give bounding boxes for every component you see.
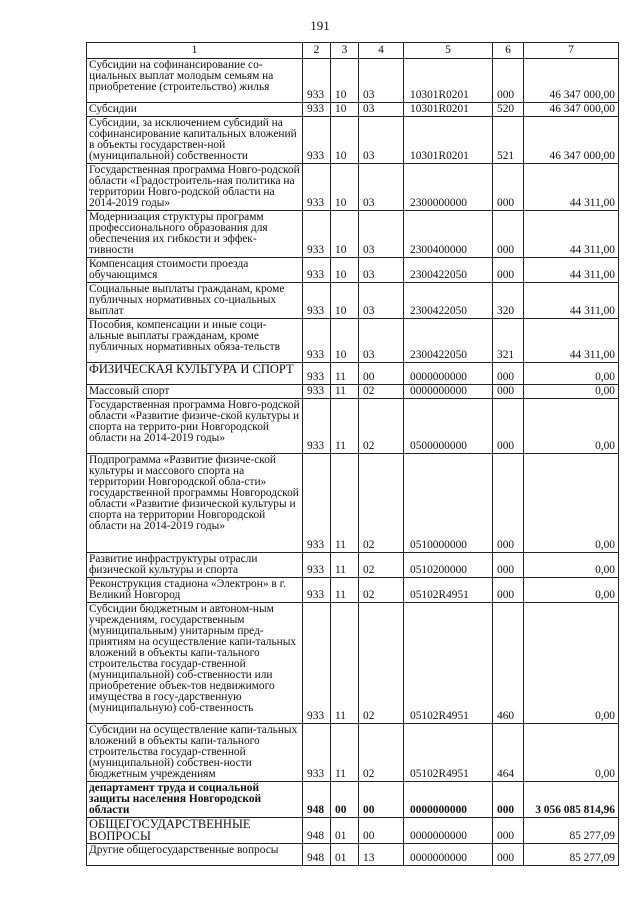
row-expense-type-cell: 520 [493,103,524,117]
table-row [87,103,619,117]
row-expense-type-cell: 000 [493,385,524,399]
row-subsection-cell: 03 [359,283,404,319]
row-target-article-cell: 10301R0201 [404,103,493,117]
row-subsection-cell: 03 [359,211,404,258]
table-row [87,603,619,724]
row-expense-type-cell: 000 [493,782,524,818]
row-grbs-cell: 933 [303,553,331,578]
row-grbs-cell: 933 [303,117,331,164]
row-expense-type-cell: 000 [493,164,524,211]
row-section-cell: 00 [331,782,359,818]
row-subsection-cell: 00 [359,782,404,818]
page-number: 191 [310,18,330,33]
row-name-cell: Социальные выплаты гражданам, кроме публичных нормативных со-циальных выплат [87,283,303,319]
row-expense-type-cell: 000 [493,258,524,283]
row-grbs-cell: 933 [303,399,331,454]
row-grbs-cell: 933 [303,258,331,283]
row-section-cell: 11 [331,385,359,399]
row-sum-cell: 44 311,00 [524,164,619,211]
row-target-article-cell: 0000000000 [404,363,493,385]
table-row [87,164,619,211]
column-header-5: 5 [404,43,493,59]
row-section-cell: 10 [331,319,359,363]
row-name-cell: ФИЗИЧЕСКАЯ КУЛЬТУРА И СПОРТ [87,363,303,385]
row-section-cell: 01 [331,818,359,844]
row-sum-cell: 0,00 [524,454,619,553]
row-sum-cell: 46 347 000,00 [524,117,619,164]
row-subsection-cell: 03 [359,258,404,283]
row-sum-cell: 0,00 [524,724,619,782]
row-grbs-cell: 933 [303,724,331,782]
row-subsection-cell: 03 [359,117,404,164]
row-expense-type-cell: 521 [493,117,524,164]
budget-table [86,42,619,866]
row-name-cell: Подпрограмма «Развитие физиче-ской культуры и массового спорта на территории Новгородской обла-сти» государственной программы Новгородской области «Развитие физической культуры и спорта на территории Новгородской области на 2014-2019 годы» [87,454,303,553]
row-target-article-cell: 05102R4951 [404,578,493,603]
row-sum-cell: 0,00 [524,399,619,454]
column-header-1: 1 [87,43,303,59]
row-target-article-cell: 2300422050 [404,319,493,363]
row-name-cell: Государственная программа Новго-родской области «Развитие физиче-ской культуры и спорта на террито-рии Новгородской области на 2014-2019 годы» [87,399,303,454]
row-target-article-cell: 2300422050 [404,283,493,319]
row-subsection-cell: 02 [359,553,404,578]
row-sum-cell: 3 056 085 814,96 [524,782,619,818]
row-section-cell: 10 [331,59,359,103]
row-target-article-cell: 0000000000 [404,818,493,844]
row-name-cell: Пособия, компенсации и иные соци-альные выплаты гражданам, кроме публичных нормативных обяза-тельств [87,319,303,363]
row-expense-type-cell: 464 [493,724,524,782]
column-header-3: 3 [331,43,359,59]
row-section-cell: 11 [331,578,359,603]
row-section-cell: 10 [331,117,359,164]
row-subsection-cell: 03 [359,59,404,103]
table-row [87,818,619,844]
row-subsection-cell: 00 [359,818,404,844]
row-grbs-cell: 933 [303,385,331,399]
row-target-article-cell: 10301R0201 [404,59,493,103]
row-sum-cell: 46 347 000,00 [524,103,619,117]
row-target-article-cell: 2300422050 [404,258,493,283]
row-section-cell: 11 [331,363,359,385]
row-name-cell: Другие общегосударственные вопросы [87,844,303,866]
row-sum-cell: 0,00 [524,603,619,724]
row-target-article-cell: 05102R4951 [404,724,493,782]
row-name-cell: Компенсация стоимости проезда обучающимся [87,258,303,283]
table-row [87,553,619,578]
budget-table-body [87,43,619,866]
row-name-cell: Массовый спорт [87,385,303,399]
row-target-article-cell: 0000000000 [404,782,493,818]
row-name-cell: Государственная программа Новго-родской области «Градостроитель-ная политика на территории Новго-родской области на 2014-2019 годы» [87,164,303,211]
table-row [87,844,619,866]
column-header-4: 4 [359,43,404,59]
row-expense-type-cell: 000 [493,454,524,553]
row-expense-type-cell: 460 [493,603,524,724]
row-grbs-cell: 948 [303,782,331,818]
row-section-cell: 10 [331,283,359,319]
table-row [87,117,619,164]
table-row [87,258,619,283]
row-target-article-cell: 0510200000 [404,553,493,578]
row-subsection-cell: 13 [359,844,404,866]
row-name-cell: Субсидии на софинансирование со-циальных выплат молодым семьям на приобретение (строительство) жилья [87,59,303,103]
row-sum-cell: 0,00 [524,578,619,603]
row-sum-cell: 44 311,00 [524,283,619,319]
row-name-cell: департамент труда и социальной защиты населения Новгородской области [87,782,303,818]
row-sum-cell: 85 277,09 [524,818,619,844]
row-grbs-cell: 933 [303,103,331,117]
row-section-cell: 10 [331,164,359,211]
row-subsection-cell: 02 [359,603,404,724]
row-expense-type-cell: 321 [493,319,524,363]
row-expense-type-cell: 000 [493,844,524,866]
row-grbs-cell: 933 [303,454,331,553]
row-expense-type-cell: 000 [493,363,524,385]
row-name-cell: Субсидии бюджетным и автоном-ным учреждениям, государственным (муниципальным) унитарным пред-приятиям на осуществление капи-тальных вложений в объекты капи-тального строительства государ-ственной (муниципальной) соб-ственности или приобретение объек-тов недвижимого имущества в госу-дарственную (муниципальную) соб-ственность [87,603,303,724]
row-target-article-cell: 2300000000 [404,164,493,211]
table-row [87,385,619,399]
table-row [87,211,619,258]
table-row [87,782,619,818]
row-section-cell: 01 [331,844,359,866]
row-expense-type-cell: 000 [493,578,524,603]
row-section-cell: 11 [331,399,359,454]
row-section-cell: 10 [331,258,359,283]
row-name-cell: ОБЩЕГОСУДАРСТВЕННЫЕ ВОПРОСЫ [87,818,303,844]
row-expense-type-cell: 000 [493,211,524,258]
row-section-cell: 10 [331,103,359,117]
row-name-cell: Реконструкция стадиона «Электрон» в г. Великий Новгород [87,578,303,603]
row-target-article-cell: 0500000000 [404,399,493,454]
row-name-cell: Субсидии на осуществление капи-тальных вложений в объекты капи-тального строительства государ-ственной (муниципальной) собствен-ности бюджетным учреждениям [87,724,303,782]
row-grbs-cell: 933 [303,363,331,385]
table-row [87,578,619,603]
row-expense-type-cell: 320 [493,283,524,319]
row-grbs-cell: 933 [303,211,331,258]
row-name-cell: Субсидии, за исключением субсидий на софинансирование капитальных вложений в объекты государствен-ной (муниципальной) собственности [87,117,303,164]
column-header-2: 2 [303,43,331,59]
row-sum-cell: 46 347 000,00 [524,59,619,103]
row-sum-cell: 44 311,00 [524,258,619,283]
row-subsection-cell: 02 [359,399,404,454]
row-expense-type-cell: 000 [493,553,524,578]
table-row [87,399,619,454]
row-sum-cell: 44 311,00 [524,319,619,363]
row-grbs-cell: 933 [303,603,331,724]
row-section-cell: 11 [331,454,359,553]
row-name-cell: Развитие инфраструктуры отрасли физической культуры и спорта [87,553,303,578]
row-grbs-cell: 948 [303,844,331,866]
row-name-cell: Модернизация структуры программ профессионального образования для обеспечения их гибкости и эффек-тивности [87,211,303,258]
row-target-article-cell: 05102R4951 [404,603,493,724]
row-section-cell: 10 [331,211,359,258]
table-row [87,724,619,782]
row-target-article-cell: 0000000000 [404,844,493,866]
row-subsection-cell: 02 [359,454,404,553]
row-name-cell: Субсидии [87,103,303,117]
row-expense-type-cell: 000 [493,59,524,103]
row-grbs-cell: 933 [303,59,331,103]
row-target-article-cell: 0510000000 [404,454,493,553]
column-header-6: 6 [493,43,524,59]
row-sum-cell: 0,00 [524,363,619,385]
row-target-article-cell: 0000000000 [404,385,493,399]
row-subsection-cell: 03 [359,103,404,117]
row-sum-cell: 44 311,00 [524,211,619,258]
row-subsection-cell: 02 [359,385,404,399]
row-subsection-cell: 00 [359,363,404,385]
row-subsection-cell: 03 [359,319,404,363]
table-row [87,283,619,319]
row-subsection-cell: 02 [359,578,404,603]
table-row [87,319,619,363]
row-subsection-cell: 02 [359,724,404,782]
row-grbs-cell: 933 [303,578,331,603]
row-section-cell: 11 [331,553,359,578]
row-grbs-cell: 933 [303,283,331,319]
row-target-article-cell: 10301R0201 [404,117,493,164]
row-section-cell: 11 [331,724,359,782]
row-sum-cell: 0,00 [524,385,619,399]
row-sum-cell: 85 277,09 [524,844,619,866]
row-sum-cell: 0,00 [524,553,619,578]
row-target-article-cell: 2300400000 [404,211,493,258]
column-header-7: 7 [524,43,619,59]
row-expense-type-cell: 000 [493,399,524,454]
row-grbs-cell: 948 [303,818,331,844]
table-row [87,454,619,553]
row-grbs-cell: 933 [303,164,331,211]
row-section-cell: 11 [331,603,359,724]
table-row [87,363,619,385]
table-header-row [87,43,619,59]
row-grbs-cell: 933 [303,319,331,363]
table-row [87,59,619,103]
row-expense-type-cell: 000 [493,818,524,844]
row-subsection-cell: 03 [359,164,404,211]
